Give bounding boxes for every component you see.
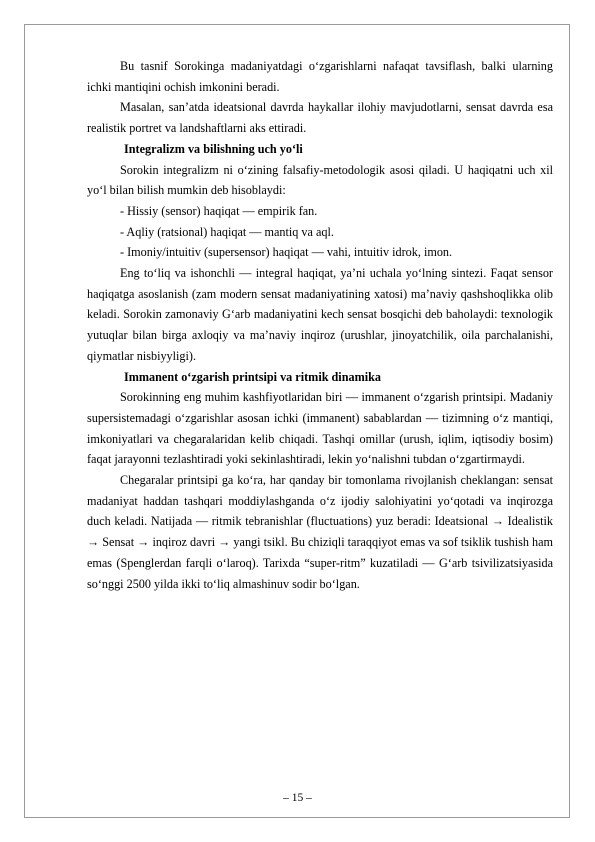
page-number: – 15 –	[283, 792, 312, 804]
paragraph-4: Eng to‘liq va ishonchli — integral haqiqat, ya’ni uchala yo‘lning sintezi. Faqat sensor haqiqatga asoslanish (zam modern sensat madaniyatining xatosi) ma’naviy qashshoqlikka olib keladi. Sorokin zamonaviy G‘arb madaniyatini kech sensat bosqichi deb baholaydi: texnologik yutuqlar bilan birga axloqiy va ma’naviy inqiroz (urushlar, jinoyatchilik, oila parchalanishi, qiymatlar nisbiyyligi).	[87, 266, 553, 363]
document-body	[87, 56, 553, 594]
paragraph-2: Masalan, san’atda ideatsional davrda haykallar ilohiy mavjudotlarni, sensat davrda esa realistik portret va landshaftlarni aks ettiradi.	[87, 100, 553, 136]
section-heading-immanent: Immanent o‘zgarish printsipi va ritmik dinamika	[124, 369, 381, 384]
paragraph-5: Sorokinning eng muhim kashfiyotlaridan biri — immanent o‘zgarish printsipi. Madaniy supersistemadagi o‘zgarishlar asosan ichki (immanent) sabablardan — tizimning o‘z mantiqi, imkoniyatlari va chegaralaridan kelib chiqadi. Tashqi omillar (urush, iqlim, iqtisodiy bosim) faqat jarayonni tezlashtiradi yoki sekinlashtiradi, lekin yo‘nalishni tubdan o‘zgartirmaydi.	[87, 390, 553, 467]
list-item-supersensor: - Imoniy/intuitiv (supersensor) haqiqat — vahi, intuitiv idrok, imon.	[120, 245, 453, 260]
paragraph-6: Chegaralar printsipi ga ko‘ra, har qanday bir tomonlama rivojlanish cheklangan: sensat madaniyat haddan tashqari moddiylashganda o‘z ijodiy salohiyatini yo‘qotadi va inqirozga duch keladi. Natijada — ritmik tebranishlar (fluctuations) yuz beradi: Ideatsional → Idealistik → Sensat → inqiroz davri → yangi tsikl. Bu chiziqli taraqqiyot emas va sof tsiklik tushish ham emas (Spenglerdan farqli o‘laroq). Tarixda “super-ritm” kuzatiladi — G‘arb tsivilizatsiyasida so‘nggi 2500 yilda ikki to‘liq almashinuv sodir bo‘lgan.	[87, 473, 553, 591]
list-item-ratsional: - Aqliy (ratsional) haqiqat — mantiq va aql.	[120, 224, 334, 239]
paragraph-3: Sorokin integralizm ni o‘zining falsafiy-metodologik asosi qiladi. U haqiqatni uch xil yo‘l bilan bilish mumkin deb hisoblaydi:	[87, 162, 553, 198]
section-heading-integralizm: Integralizm va bilishning uch yo‘li	[124, 141, 303, 156]
paragraph-1: Bu tasnif Sorokinga madaniyatdagi o‘zgarishlarni nafaqat tavsiflash, balki ularning ichki mantiqini ochish imkonini beradi.	[87, 59, 553, 94]
list-item-sensor: - Hissiy (sensor) haqiqat — empirik fan.	[120, 203, 318, 218]
